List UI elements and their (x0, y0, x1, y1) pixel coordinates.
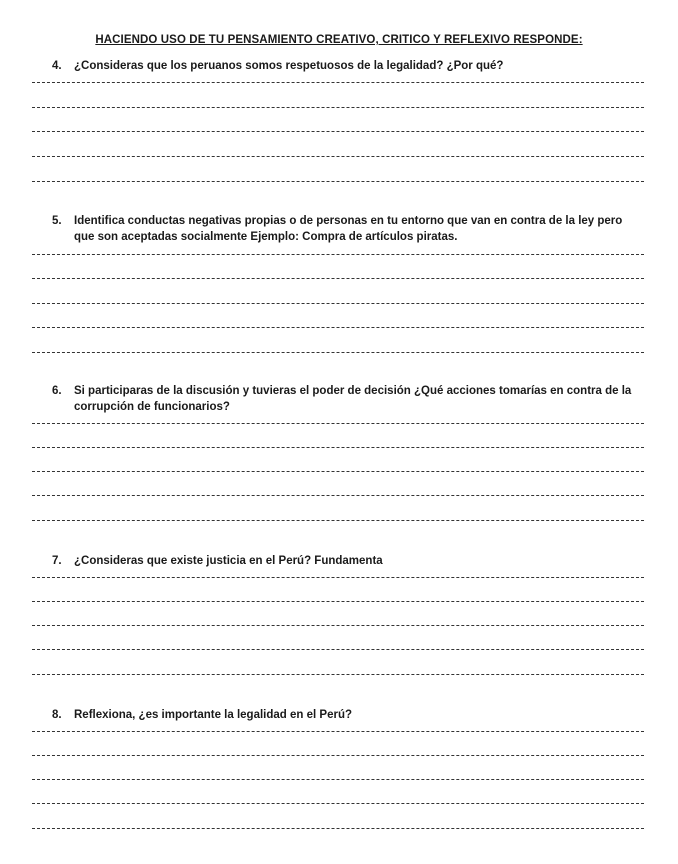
answer-line[interactable] (32, 254, 644, 255)
question-5 (52, 213, 642, 245)
answer-line[interactable] (32, 520, 644, 521)
question-number: 6. (52, 385, 62, 397)
question-text: Identifica conductas negativas propias o de personas en tu entorno que van en contra de la ley pero que son aceptadas socialmente Ejemplo: Compra de artículos piratas. (74, 215, 623, 243)
question-text: ¿Consideras que los peruanos somos respetuosos de la legalidad? ¿Por qué? (74, 60, 504, 72)
question-text: Reflexiona, ¿es importante la legalidad en el Perú? (74, 709, 352, 721)
question-text: Si participaras de la discusión y tuvieras el poder de decisión ¿Qué acciones tomarías en contra de la corrupción de funcionarios? (74, 385, 632, 413)
answer-line[interactable] (32, 181, 644, 182)
answer-line[interactable] (32, 278, 644, 279)
answer-line[interactable] (32, 601, 644, 602)
answer-line[interactable] (32, 674, 644, 675)
question-7 (52, 553, 642, 569)
question-text: ¿Consideras que existe justicia en el Perú? Fundamenta (74, 555, 383, 567)
question-number: 5. (52, 215, 62, 227)
answer-line[interactable] (32, 755, 644, 756)
answer-line[interactable] (32, 447, 644, 448)
question-8 (52, 707, 642, 723)
answer-line[interactable] (32, 327, 644, 328)
answer-line[interactable] (32, 107, 644, 108)
answer-line[interactable] (32, 303, 644, 304)
worksheet-title: HACIENDO USO DE TU PENSAMIENTO CREATIVO, CRITICO Y REFLEXIVO RESPONDE: (95, 34, 583, 46)
answer-line[interactable] (32, 131, 644, 132)
answer-line[interactable] (32, 82, 644, 83)
question-6 (52, 383, 642, 415)
answer-line[interactable] (32, 649, 644, 650)
answer-line[interactable] (32, 828, 644, 829)
answer-line[interactable] (32, 803, 644, 804)
answer-line[interactable] (32, 495, 644, 496)
answer-line[interactable] (32, 156, 644, 157)
question-number: 8. (52, 709, 62, 721)
answer-line[interactable] (32, 471, 644, 472)
answer-line[interactable] (32, 731, 644, 732)
question-number: 4. (52, 60, 62, 72)
answer-line[interactable] (32, 352, 644, 353)
question-4 (52, 58, 642, 74)
question-number: 7. (52, 555, 62, 567)
answer-line[interactable] (32, 577, 644, 578)
answer-line[interactable] (32, 423, 644, 424)
answer-line[interactable] (32, 625, 644, 626)
answer-line[interactable] (32, 779, 644, 780)
